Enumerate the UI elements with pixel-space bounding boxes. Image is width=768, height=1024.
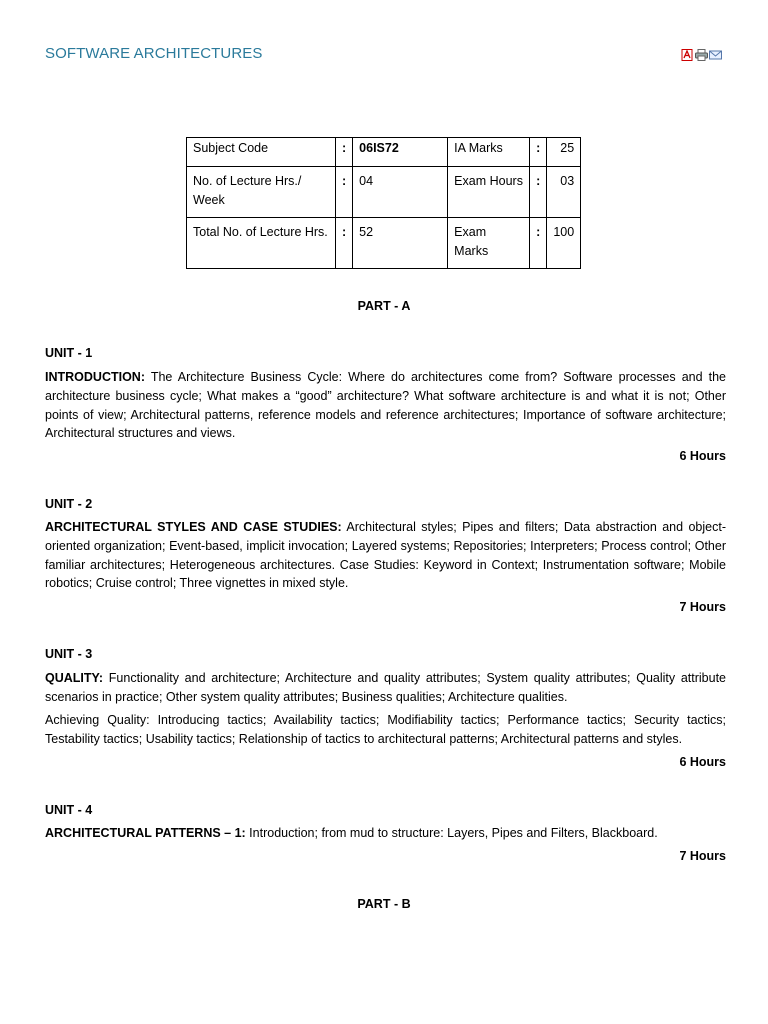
unit-1-lead: INTRODUCTION:	[45, 370, 145, 384]
table-cell-separator: :	[336, 138, 353, 167]
table-cell-label: Total No. of Lecture Hrs.	[187, 218, 336, 269]
table-row	[187, 218, 581, 269]
unit-2-hours: 7 Hours	[679, 600, 726, 614]
table-cell-value: 52	[353, 218, 448, 269]
unit-3-lead: QUALITY:	[45, 671, 104, 685]
table-cell-separator: :	[336, 218, 353, 269]
table-cell-separator: :	[530, 138, 547, 167]
unit-1-text: The Architecture Business Cycle: Where do architectures come from? Software processes and the architecture business cycle; What makes a “good” architecture? What software architecture is and what it is not; Other points of view; Architectural patterns, reference models and reference architectures; Importance of software architecture; Architectural structures and views.	[45, 370, 726, 441]
part-a-heading: PART - A	[357, 299, 411, 313]
table-cell-label: No. of Lecture Hrs./ Week	[187, 167, 336, 218]
unit-4-lead: ARCHITECTURAL PATTERNS – 1:	[45, 826, 246, 840]
unit-4-heading: UNIT - 4	[45, 803, 93, 817]
print-icon[interactable]	[695, 49, 708, 61]
table-cell-value: 100	[547, 218, 581, 269]
table-cell-separator: :	[530, 167, 547, 218]
table-cell-separator: :	[530, 218, 547, 269]
table-cell-value: 06IS72	[353, 138, 448, 167]
pdf-icon[interactable]	[681, 49, 694, 61]
email-icon[interactable]	[709, 49, 722, 61]
unit-4-text: Introduction; from mud to structure: Layers, Pipes and Filters, Blackboard.	[245, 826, 658, 840]
unit-3-description-2: Achieving Quality: Introducing tactics; Availability tactics; Modifiability tactics; Performance tactics; Security tactics; Testability tactics; Usability tactics; Relationship of tactics to architectural patterns; Architectural patterns and styles.	[45, 713, 726, 746]
course-info-table	[186, 137, 581, 269]
unit-2-description	[45, 518, 726, 593]
table-cell-value: 04	[353, 167, 448, 218]
table-cell-label: Subject Code	[187, 138, 336, 167]
unit-3-text: Functionality and architecture; Architecture and quality attributes; System quality attributes; Quality attribute scenarios in practice; Other system quality attributes; Business qualities; Architecture qualities.	[45, 671, 726, 704]
unit-2-heading: UNIT - 2	[45, 497, 93, 511]
table-cell-separator: :	[336, 167, 353, 218]
unit-2-text: Architectural styles; Pipes and filters; Data abstraction and object-oriented organization; Event-based, implicit invocation; Layered systems; Repositories; Interpreters; Process control; Other familiar architectures; Heterogeneous architectures. Case Studies: Keyword in Context; Instrumentation software; Mobile robotics; Cruise control; Three vignettes in mixed style.	[45, 520, 726, 591]
table-cell-label: Exam Marks	[448, 218, 530, 269]
unit-4-hours: 7 Hours	[679, 849, 726, 863]
unit-1-hours: 6 Hours	[679, 449, 726, 463]
unit-1-description	[45, 368, 726, 443]
unit-3-heading: UNIT - 3	[45, 647, 93, 661]
table-cell-label: Exam Hours	[448, 167, 530, 218]
document-toolbar	[681, 49, 722, 61]
table-cell-label: IA Marks	[448, 138, 530, 167]
unit-1-heading: UNIT - 1	[45, 346, 93, 360]
unit-4-description	[45, 824, 726, 843]
document-title: SOFTWARE ARCHITECTURES	[45, 45, 263, 62]
unit-2-lead: ARCHITECTURAL STYLES AND CASE STUDIES:	[45, 520, 342, 534]
table-cell-value: 03	[547, 167, 581, 218]
table-row	[187, 167, 581, 218]
part-b-heading: PART - B	[357, 897, 411, 911]
unit-3-description	[45, 669, 726, 707]
unit-3-hours: 6 Hours	[679, 755, 726, 769]
table-cell-value: 25	[547, 138, 581, 167]
table-row	[187, 138, 581, 167]
